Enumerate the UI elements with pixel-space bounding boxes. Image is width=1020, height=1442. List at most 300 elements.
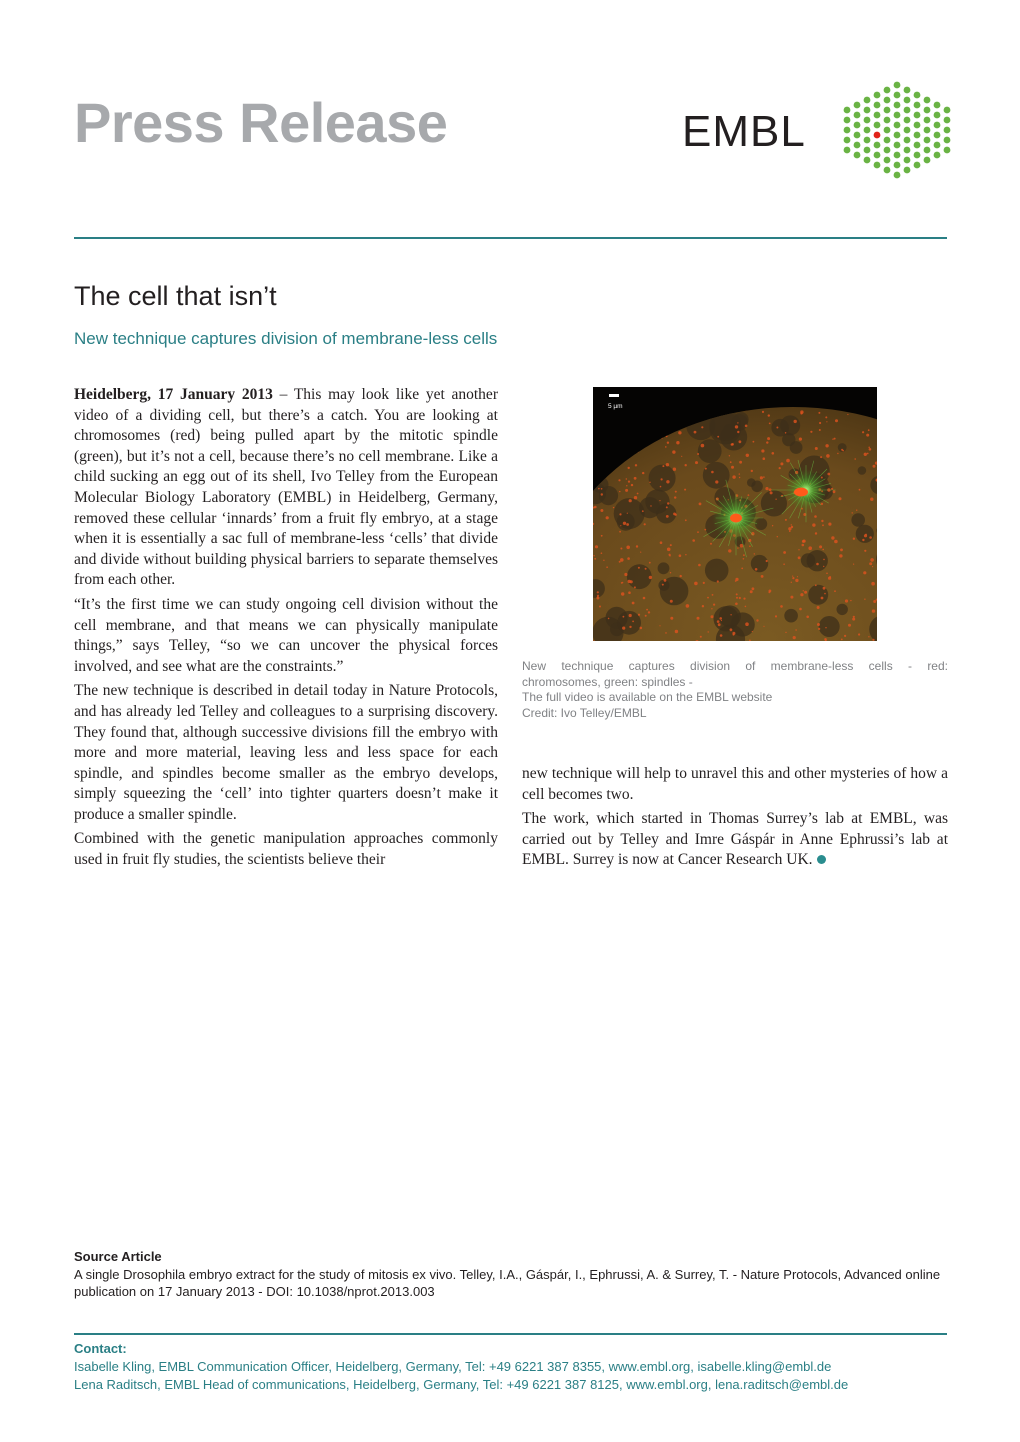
speckle bbox=[795, 629, 797, 631]
paragraph-2: “It’s the first time we can study ongoing cell division without the cell membrane, and that means we can physically manipulate things,” says Telley, “so we can uncover the physical forces involved, and see what are the constraints.” bbox=[74, 595, 498, 675]
speckle bbox=[626, 478, 627, 479]
speckle bbox=[817, 623, 820, 626]
speckle bbox=[736, 593, 738, 595]
speckle bbox=[642, 510, 644, 512]
speckle bbox=[840, 549, 843, 552]
speckle bbox=[680, 575, 682, 577]
logo-dot bbox=[914, 162, 921, 169]
speckle bbox=[695, 461, 698, 464]
speckle bbox=[819, 545, 822, 548]
speckle bbox=[715, 480, 718, 483]
speckle bbox=[730, 461, 732, 463]
speckle bbox=[718, 623, 721, 626]
speckle bbox=[825, 627, 826, 628]
logo-dot bbox=[914, 92, 921, 99]
logo-dot bbox=[894, 112, 901, 119]
microscopy-image bbox=[593, 387, 877, 641]
logo-dot bbox=[844, 137, 851, 144]
logo-dot bbox=[864, 97, 871, 104]
speckle bbox=[852, 512, 853, 513]
logo-dot bbox=[894, 122, 901, 129]
speckle bbox=[666, 463, 669, 466]
speckle bbox=[819, 429, 821, 431]
speckle bbox=[707, 597, 709, 599]
speckle bbox=[869, 562, 872, 565]
logo-dot bbox=[944, 147, 951, 154]
speckle bbox=[638, 567, 640, 569]
speckle bbox=[762, 411, 764, 413]
speckle bbox=[785, 432, 787, 434]
logo-dot bbox=[874, 122, 881, 129]
speckle bbox=[606, 566, 608, 568]
speckle bbox=[871, 582, 875, 586]
logo-dot bbox=[874, 102, 881, 109]
speckle bbox=[831, 536, 834, 539]
speckle bbox=[711, 471, 714, 474]
speckle bbox=[613, 507, 614, 508]
speckle bbox=[823, 566, 824, 567]
contact-label: Contact: bbox=[74, 1341, 127, 1356]
speckle bbox=[703, 582, 705, 584]
vesicle bbox=[714, 606, 739, 631]
speckle bbox=[634, 586, 636, 588]
speckle bbox=[868, 636, 869, 637]
speckle bbox=[775, 499, 776, 500]
speckle bbox=[638, 614, 640, 616]
speckle bbox=[821, 597, 824, 600]
speckle bbox=[670, 572, 671, 573]
logo-dot bbox=[884, 137, 891, 144]
speckle bbox=[755, 568, 758, 571]
speckle bbox=[704, 529, 706, 531]
logo-dot bbox=[924, 107, 931, 114]
speckle bbox=[705, 468, 707, 470]
logo-dot bbox=[844, 117, 851, 124]
embl-logo-icon bbox=[842, 72, 952, 188]
paragraph-3: The new technique is described in detail today in Nature Protocols, and has already led Telley and colleagues to a surprising discovery. They found that, although successive divisions fill the embryo with more and more material, leaving less and less space for each spindle, and spindles become smaller as the embryo develops, simply squeezing the ‘cell’ into tighter quarters doesn’t make it produce a smaller spindle. bbox=[74, 682, 498, 823]
speckle bbox=[797, 576, 798, 577]
speckle bbox=[717, 436, 719, 438]
speckle bbox=[788, 527, 791, 530]
dateline: Heidelberg, 17 January 2013 bbox=[74, 386, 273, 403]
speckle bbox=[837, 453, 838, 454]
vesicle bbox=[837, 604, 848, 615]
speckle bbox=[870, 498, 873, 501]
logo-dot bbox=[934, 112, 941, 119]
speckle bbox=[833, 490, 836, 493]
speckle bbox=[791, 524, 792, 525]
speckle bbox=[666, 480, 669, 483]
logo-dot bbox=[894, 142, 901, 149]
speckle bbox=[711, 608, 712, 609]
logo-dot bbox=[924, 157, 931, 164]
speckle bbox=[739, 461, 742, 464]
speckle bbox=[667, 502, 669, 504]
speckle bbox=[620, 525, 621, 526]
speckle bbox=[698, 564, 701, 567]
speckle bbox=[868, 447, 870, 449]
speckle bbox=[618, 479, 620, 481]
speckle bbox=[869, 536, 872, 539]
logo-dot bbox=[914, 112, 921, 119]
vesicle bbox=[801, 553, 815, 567]
logo-dot bbox=[864, 127, 871, 134]
speckle bbox=[626, 546, 630, 550]
speckle bbox=[786, 459, 790, 463]
speckle bbox=[862, 539, 864, 541]
speckle bbox=[629, 499, 632, 502]
logo-dot bbox=[884, 97, 891, 104]
page-title: Press Release bbox=[74, 91, 448, 154]
speckle bbox=[853, 538, 855, 540]
speckle bbox=[646, 609, 648, 611]
speckle bbox=[601, 535, 603, 537]
speckle bbox=[763, 476, 765, 478]
speckle bbox=[635, 464, 637, 466]
subheadline: New technique captures division of membrane-less cells bbox=[74, 329, 498, 348]
speckle bbox=[674, 496, 676, 498]
speckle bbox=[752, 587, 755, 590]
speckle bbox=[831, 488, 833, 490]
speckle bbox=[868, 429, 870, 431]
logo-dot bbox=[914, 122, 921, 129]
speckle bbox=[667, 442, 669, 444]
logo-dot bbox=[924, 97, 931, 104]
logo-dot bbox=[904, 167, 911, 174]
speckle bbox=[790, 596, 793, 599]
speckle bbox=[864, 534, 867, 537]
speckle bbox=[776, 427, 778, 429]
speckle bbox=[622, 582, 624, 584]
speckle bbox=[779, 467, 781, 469]
logo-dot bbox=[864, 137, 871, 144]
vesicle bbox=[747, 478, 756, 487]
logo-dot bbox=[884, 127, 891, 134]
speckle bbox=[717, 620, 720, 623]
speckle bbox=[631, 484, 633, 486]
article-column-right bbox=[522, 764, 948, 875]
logo-dot bbox=[884, 107, 891, 114]
speckle bbox=[763, 457, 766, 460]
speckle bbox=[777, 536, 778, 537]
speckle bbox=[594, 558, 596, 560]
speckle bbox=[806, 616, 809, 619]
speckle bbox=[873, 465, 876, 468]
logo-dot bbox=[934, 142, 941, 149]
vesicle bbox=[784, 609, 798, 623]
speckle bbox=[669, 555, 671, 557]
speckle bbox=[741, 568, 743, 570]
speckle bbox=[644, 523, 646, 525]
speckle bbox=[603, 560, 604, 561]
speckle bbox=[670, 617, 673, 620]
speckle bbox=[596, 597, 599, 600]
logo-dot bbox=[914, 142, 921, 149]
speckle bbox=[826, 421, 827, 422]
header-divider bbox=[74, 237, 947, 239]
speckle bbox=[621, 592, 624, 595]
speckle bbox=[821, 520, 823, 522]
speckle bbox=[636, 545, 638, 547]
logo-dot bbox=[844, 127, 851, 134]
logo-dot bbox=[844, 147, 851, 154]
speckle bbox=[600, 509, 603, 512]
speckle bbox=[808, 546, 812, 550]
speckle bbox=[720, 634, 723, 637]
speckle bbox=[642, 472, 644, 474]
speckle bbox=[745, 606, 747, 608]
speckle bbox=[772, 452, 775, 455]
speckle bbox=[737, 547, 738, 548]
logo-dot bbox=[934, 132, 941, 139]
speckle bbox=[768, 414, 770, 416]
headline: The cell that isn’t bbox=[74, 281, 277, 311]
speckle bbox=[666, 506, 668, 508]
logo-dot bbox=[934, 102, 941, 109]
speckle bbox=[802, 540, 805, 543]
logo-dot bbox=[904, 127, 911, 134]
contact-line-1: Isabelle Kling, EMBL Communication Officer, Heidelberg, Germany, Tel: +49 6221 387 8355, www.embl.org, isabelle.kling@embl.de bbox=[74, 1359, 832, 1374]
logo-dot bbox=[894, 162, 901, 169]
vesicle bbox=[705, 559, 729, 583]
speckle bbox=[792, 576, 793, 577]
speckle bbox=[598, 488, 600, 490]
logo-dot bbox=[894, 102, 901, 109]
speckle bbox=[623, 522, 626, 525]
speckle bbox=[867, 453, 869, 455]
speckle bbox=[710, 543, 712, 545]
speckle bbox=[729, 455, 730, 456]
speckle bbox=[701, 444, 705, 448]
speckle bbox=[815, 532, 817, 534]
speckle bbox=[628, 591, 631, 594]
speckle bbox=[845, 599, 848, 602]
speckle bbox=[834, 438, 836, 440]
speckle bbox=[818, 628, 820, 630]
speckle bbox=[713, 604, 715, 606]
speckle bbox=[681, 456, 682, 457]
speckle bbox=[864, 453, 867, 456]
speckle bbox=[599, 606, 601, 608]
speckle bbox=[628, 467, 630, 469]
logo-dot bbox=[904, 87, 911, 94]
speckle bbox=[601, 552, 603, 554]
logo-dot bbox=[884, 117, 891, 124]
speckle bbox=[597, 591, 599, 593]
caption-line-3: The full video is available on the EMBL website bbox=[522, 690, 773, 704]
speckle bbox=[828, 577, 831, 580]
speckle bbox=[735, 578, 738, 581]
speckle bbox=[780, 605, 783, 608]
speckle bbox=[736, 597, 738, 599]
speckle bbox=[870, 558, 874, 562]
logo-dot bbox=[854, 122, 861, 129]
speckle bbox=[804, 591, 807, 594]
logo-dot bbox=[884, 167, 891, 174]
speckle bbox=[826, 454, 830, 458]
logo-dot bbox=[884, 87, 891, 94]
logo-dot bbox=[854, 142, 861, 149]
speckle bbox=[684, 489, 686, 491]
speckle bbox=[662, 465, 664, 467]
speckle bbox=[632, 621, 634, 623]
logo-dot bbox=[914, 132, 921, 139]
speckle bbox=[670, 544, 672, 546]
contact-divider bbox=[74, 1333, 947, 1335]
scale-bar-label: 5 µm bbox=[608, 403, 623, 410]
speckle bbox=[756, 619, 758, 621]
speckle bbox=[864, 550, 866, 552]
vesicle bbox=[856, 525, 874, 543]
speckle bbox=[834, 590, 836, 592]
speckle bbox=[702, 605, 704, 607]
speckle bbox=[634, 496, 637, 499]
speckle bbox=[731, 443, 734, 446]
speckle bbox=[595, 545, 598, 548]
speckle bbox=[700, 636, 702, 638]
speckle bbox=[670, 600, 673, 603]
speckle bbox=[739, 440, 742, 443]
logo-dot bbox=[864, 157, 871, 164]
speckle bbox=[645, 615, 647, 617]
logo-dot bbox=[914, 102, 921, 109]
speckle bbox=[686, 604, 690, 608]
speckle bbox=[825, 444, 828, 447]
speckle bbox=[854, 458, 856, 460]
logo-dot bbox=[924, 117, 931, 124]
vesicle bbox=[858, 466, 867, 475]
speckle bbox=[694, 582, 698, 586]
logo-dot bbox=[944, 137, 951, 144]
vesicle bbox=[771, 419, 789, 437]
speckle bbox=[827, 473, 830, 476]
speckle bbox=[627, 513, 628, 514]
logo-dot bbox=[924, 127, 931, 134]
speckle bbox=[848, 624, 851, 627]
speckle bbox=[841, 639, 843, 641]
paragraph-4: Combined with the genetic manipulation approaches commonly used in fruit fly studies, the scientists believe their bbox=[74, 830, 498, 869]
speckle bbox=[601, 493, 603, 495]
speckle bbox=[662, 584, 664, 586]
logo-dot bbox=[894, 92, 901, 99]
speckle bbox=[634, 477, 637, 480]
speckle bbox=[712, 594, 714, 596]
speckle bbox=[767, 437, 770, 440]
speckle bbox=[873, 600, 876, 603]
speckle bbox=[675, 630, 678, 633]
speckle bbox=[803, 590, 804, 591]
speckle bbox=[822, 549, 824, 551]
speckle bbox=[649, 482, 650, 483]
speckle bbox=[597, 595, 599, 597]
paragraph-1-text: – This may look like yet another video of a dividing cell, but there’s a catch. You are looking at chromosomes (red) being pulled apart by the mitotic spindle (green), but it’s not a cell, because there’s no cell membrane. Like a child sucking an egg out of its shell, Ivo Telley from the European Molecular Biology Laboratory (EMBL) in Heidelberg, Germany, removed these cellular ‘innards’ from a fruit fly embryo, at a stage when it is essentially a sac full of membrane-less ‘cells’ that divide and divide without building physical barriers to separate themselves from each other. bbox=[74, 386, 498, 589]
speckle bbox=[694, 431, 697, 434]
speckle bbox=[685, 554, 686, 555]
speckle bbox=[760, 476, 763, 479]
logo-dot bbox=[854, 112, 861, 119]
speckle bbox=[660, 486, 662, 488]
logo-dot bbox=[884, 157, 891, 164]
speckle bbox=[763, 626, 764, 627]
speckle bbox=[711, 615, 714, 618]
speckle bbox=[737, 431, 739, 433]
embl-logo-text: EMBL bbox=[682, 107, 806, 156]
speckle bbox=[839, 497, 842, 500]
logo-dot bbox=[874, 152, 881, 159]
speckle bbox=[721, 620, 722, 621]
logo-dot bbox=[854, 132, 861, 139]
logo-dot bbox=[864, 107, 871, 114]
speckle bbox=[856, 510, 857, 511]
speckle bbox=[785, 632, 786, 633]
speckle bbox=[814, 515, 817, 518]
speckle bbox=[810, 431, 812, 433]
speckle bbox=[769, 488, 772, 491]
speckle bbox=[648, 611, 650, 613]
speckle bbox=[783, 563, 785, 565]
speckle bbox=[783, 551, 786, 554]
speckle bbox=[626, 523, 629, 526]
speckle bbox=[743, 558, 745, 560]
speckle bbox=[812, 523, 815, 526]
speckle bbox=[665, 446, 667, 448]
speckle bbox=[659, 500, 660, 501]
speckle bbox=[815, 584, 817, 586]
speckle bbox=[640, 627, 643, 630]
speckle bbox=[761, 575, 764, 578]
logo-dot bbox=[864, 117, 871, 124]
speckle bbox=[739, 477, 740, 478]
speckle bbox=[853, 616, 855, 618]
speckle bbox=[864, 599, 865, 600]
logo-dot bbox=[894, 152, 901, 159]
speckle bbox=[626, 485, 627, 486]
logo-accent-dot bbox=[874, 132, 881, 139]
speckle bbox=[730, 614, 731, 615]
logo-dot bbox=[894, 82, 901, 89]
speckle bbox=[665, 632, 667, 634]
speckle bbox=[685, 464, 687, 466]
chromosome-cluster bbox=[730, 514, 742, 523]
speckle bbox=[847, 414, 848, 415]
speckle bbox=[823, 587, 826, 590]
speckle bbox=[745, 622, 749, 626]
chromosome-cluster bbox=[794, 488, 808, 497]
speckle bbox=[673, 468, 676, 471]
speckle bbox=[637, 493, 639, 495]
speckle bbox=[628, 580, 631, 583]
speckle bbox=[859, 489, 861, 491]
speckle bbox=[622, 627, 625, 630]
speckle bbox=[842, 450, 844, 452]
logo-dot bbox=[874, 142, 881, 149]
vesicle bbox=[658, 562, 670, 574]
speckle bbox=[802, 544, 805, 547]
logo-dot bbox=[944, 127, 951, 134]
speckle bbox=[746, 454, 749, 457]
vesicle bbox=[703, 462, 730, 489]
logo-dot bbox=[904, 137, 911, 144]
speckle bbox=[826, 573, 828, 575]
speckle bbox=[794, 420, 797, 423]
speckle bbox=[780, 462, 783, 465]
speckle bbox=[735, 425, 738, 428]
speckle bbox=[699, 503, 702, 506]
speckle bbox=[664, 579, 667, 582]
speckle bbox=[678, 431, 681, 434]
speckle bbox=[685, 519, 687, 521]
speckle bbox=[793, 636, 796, 639]
